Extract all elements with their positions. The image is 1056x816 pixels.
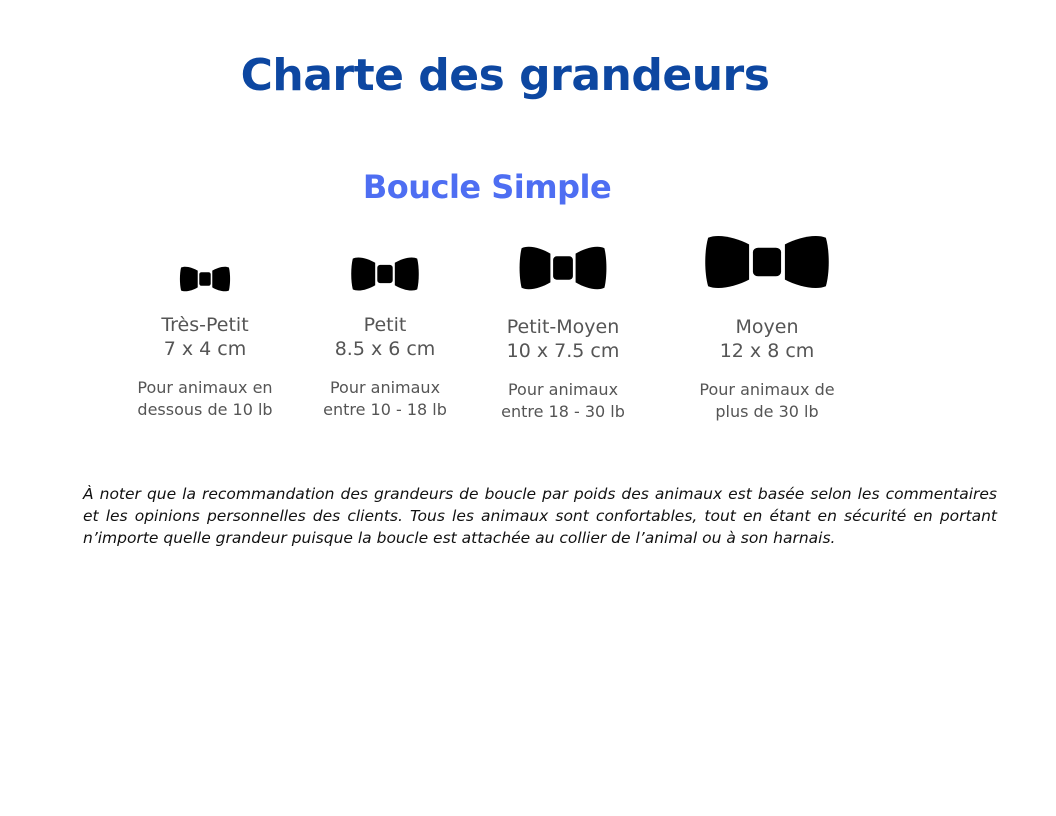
size-card-petit	[295, 225, 475, 421]
bow-tie-icon	[516, 241, 610, 295]
size-weight-range	[473, 379, 653, 423]
disclaimer-note: À noter que la recommandation des grandeurs de boucle par poids des animaux est basée selon les commentaires et les opinions personnelles des clients. Tous les animaux sont confortables, tout en étant en sécurité en portant n’importe quelle grandeur puisque la boucle est attachée au collier de l’animal ou à son harnais.	[83, 485, 997, 547]
section-subtitle: Boucle Simple	[362, 168, 612, 206]
size-dimensions: 10 x 7.5 cm	[506, 340, 620, 362]
size-name: Très-Petit	[161, 314, 249, 336]
bow-tie-icon	[179, 263, 231, 295]
page-title: Charte des grandeurs	[240, 50, 770, 101]
bow-tie-icon	[703, 229, 831, 295]
size-name: Petit-Moyen	[506, 316, 620, 338]
weight-line: plus de 30 lb	[715, 402, 819, 421]
weight-line: Pour animaux	[329, 378, 441, 397]
bow-tie-icon	[350, 253, 420, 295]
size-dimensions: 8.5 x 6 cm	[334, 338, 436, 360]
size-card-petit-moyen	[473, 225, 653, 423]
size-weight-range	[115, 377, 295, 421]
weight-line: dessous de 10 lb	[137, 400, 273, 419]
weight-line: Pour animaux en	[137, 378, 273, 397]
size-weight-range	[295, 377, 475, 421]
size-card-moyen	[677, 225, 857, 423]
size-card-tres-petit	[115, 225, 295, 421]
weight-line: Pour animaux de	[699, 380, 835, 399]
weight-line: entre 10 - 18 lb	[323, 400, 447, 419]
size-dimensions: 7 x 4 cm	[163, 338, 247, 360]
size-dimensions: 12 x 8 cm	[719, 340, 815, 362]
size-weight-range	[677, 379, 857, 423]
size-name: Moyen	[735, 316, 799, 338]
weight-line: entre 18 - 30 lb	[501, 402, 625, 421]
weight-line: Pour animaux	[507, 380, 619, 399]
size-name: Petit	[363, 314, 407, 336]
